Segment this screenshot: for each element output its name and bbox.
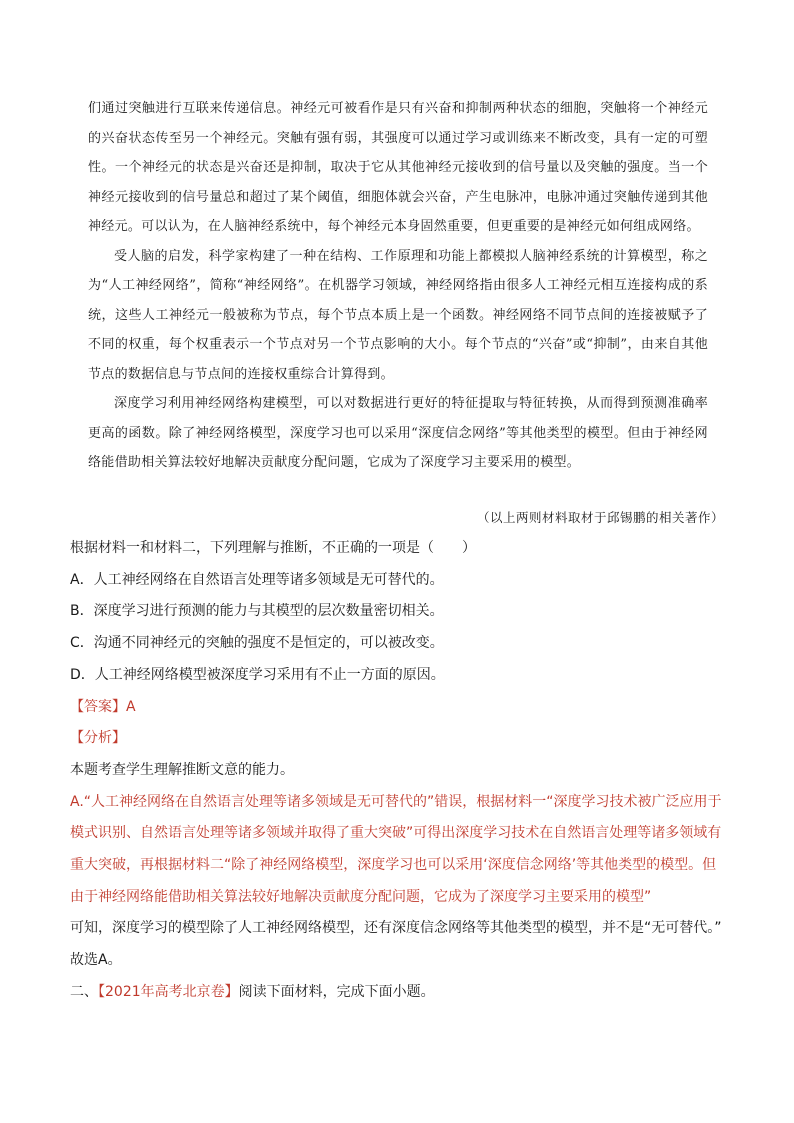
section-source-tag: 【2021年高考北京卷】 xyxy=(98,983,239,1000)
reading-passage xyxy=(88,94,708,478)
next-section-heading xyxy=(70,977,724,1009)
passage-paragraph-1: 们通过突触进行互联来传递信息。神经元可被看作是只有兴奋和抑制两种状态的细胞，突触将一个神经元的兴奋状态传至另一个神经元。突触有强有弱，其强度可以通过学习或训练来不断改变，具有一定的可塑性。一个神经元的状态是兴奋还是抑制，取决于它从其他神经元接收到的信号量以及突触的强度。当一个神经元接收到的信号量总和超过了某个阈值，细胞体就会兴奋，产生电脉冲，电脉冲通过突触传递到其他神经元。可以认为，在人脑神经系统中，每个神经元本身固然重要，但更重要的是神经元如何组成网络。 xyxy=(88,101,708,234)
option-b: B．深度学习进行预测的能力与其模型的层次数量密切相关。 xyxy=(70,603,444,620)
passage-paragraph-3: 深度学习利用神经网络构建模型，可以对数据进行更好的特征提取与特征转换，从而得到预测准确率更高的函数。除了神经网络模型，深度学习也可以采用“深度信念网络”等其他类型的模型。但由于神经网络能借助相关算法较好地解决贡献度分配问题，它成为了深度学习主要采用的模型。 xyxy=(88,396,708,470)
passage-source: （以上两则材料取材于邱锡鹏的相关著作） xyxy=(476,510,724,525)
analysis-label: 【分析】 xyxy=(70,730,126,747)
question-stem: 根据材料一和材料二，下列理解与推断，不正确的一项是（ ） xyxy=(70,540,476,556)
analysis-intro: 本题考查学生理解推断文意的能力。 xyxy=(70,761,294,778)
analysis-body: A.“人工神经网络在自然语言处理等诸多领域是无可替代的”错误，根据材料一“深度学习技术被广泛应用于模式识别、自然语言处理等诸多领域并取得了重大突破”可得出深度学习技术在自然语言处理等诸多领域有重大突破，再根据材料二“除了神经网络模型，深度学习也可以采用‘深度信念网络’等其他类型的模型。但由于神经网络能借助相关算法较好地解决贡献度分配问题，它成为了深度学习主要采用的模型” xyxy=(70,793,722,905)
section-prefix: 二、 xyxy=(70,983,98,1000)
section-instruction: 阅读下面材料，完成下面小题。 xyxy=(238,983,435,1000)
option-d: D．人工神经网络模型被深度学习采用有不止一方面的原因。 xyxy=(70,666,445,683)
analysis-choice: 故选A。 xyxy=(70,952,122,969)
answer-label: 【答案】 xyxy=(70,698,126,715)
passage-paragraph-2: 受人脑的启发，科学家构建了一种在结构、工作原理和功能上都模拟人脑神经系统的计算模型，称之为“人工神经网络”，简称“神经网络”。在机器学习领域，神经网络指由很多人工神经元相互连接构成的系统，这些人工神经元一般被称为节点，每个节点本质上是一个函数。神经网络不同节点间的连接被赋予了不同的权重，每个权重表示一个节点对另一个节点影响的大小。每个节点的“兴奋”或“抑制”，由来自其他节点的数据信息与节点间的连接权重综合计算得到。 xyxy=(88,248,708,382)
answer-value: A xyxy=(126,698,136,715)
question-block xyxy=(70,533,724,1009)
option-c: C．沟通不同神经元的突触的强度不是恒定的，可以被改变。 xyxy=(70,635,444,652)
option-a: A．人工神经网络在自然语言处理等诸多领域是无可替代的。 xyxy=(70,571,444,588)
analysis-conclusion: 可知，深度学习的模型除了人工神经网络模型，还有深度信念网络等其他类型的模型，并不是“无可替代。” xyxy=(70,920,722,937)
answer-line xyxy=(70,692,724,724)
